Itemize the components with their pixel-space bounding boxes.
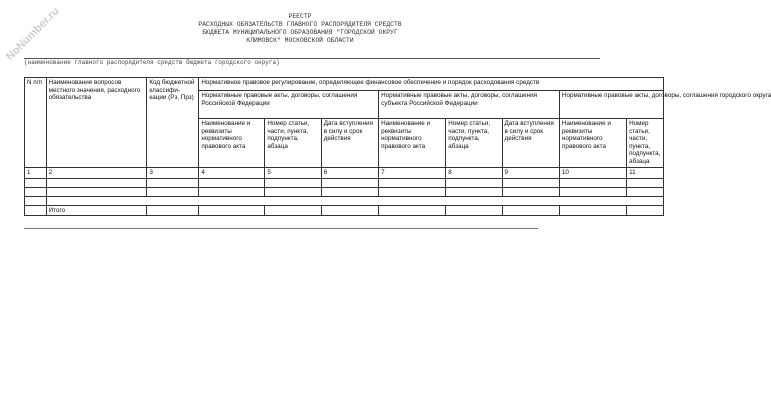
col-number: 6 <box>321 168 378 179</box>
sub-act-name: Наименование и реквизиты нормативного правового акта <box>199 119 265 168</box>
title-line: РАСХОДНЫХ ОБЯЗАТЕЛЬСТВ ГЛАВНОГО РАСПОРЯДИТЕЛЯ СРЕДСТВ <box>198 21 402 28</box>
group-regional: Нормативные правовые акты, договоры, соглашения субъекта Российской Федерации <box>379 91 560 119</box>
col-number: 7 <box>379 168 446 179</box>
total-label: Итого <box>46 205 147 216</box>
title-line: КЛИМОВСК" МОСКОВСКОЙ ОБЛАСТИ <box>246 37 354 44</box>
sub-article: Номер статьи, части, пункта, подпункта, абзаца <box>446 119 502 168</box>
col-number: 2 <box>46 168 147 179</box>
group-federal: Нормативные правовые акты, договоры, соглашения Российской Федерации <box>199 91 379 119</box>
sub-article: Номер статьи, части, пункта, подпункта, абзаца <box>627 119 664 168</box>
header-num: N п/п <box>25 78 47 168</box>
title-line: БЮДЖЕТА МУНИЦИПАЛЬНОГО ОБРАЗОВАНИЯ "ГОРОДСКОЙ ОКРУГ <box>202 29 398 36</box>
total-row <box>25 205 664 216</box>
group-municipal: Нормативные правовые акты, договоры, соглашения городского округа <box>559 91 663 119</box>
col-number: 5 <box>265 168 321 179</box>
table-row <box>25 187 664 196</box>
col-number: 1 <box>25 168 47 179</box>
col-number: 8 <box>446 168 502 179</box>
sub-article: Номер статьи, части, пункта, подпункта, абзаца <box>265 119 321 168</box>
header-regulation: Нормативное правовое регулирование, определяющее финансовое обеспечение и порядок расходования средств <box>199 78 664 91</box>
title-line: РЕЕСТР <box>288 13 312 20</box>
sub-date: Дата вступления в силу и срок действия <box>321 119 378 168</box>
col-number: 9 <box>502 168 559 179</box>
column-numbers-row <box>25 168 664 179</box>
table-row <box>25 178 664 187</box>
col-number: 3 <box>147 168 199 179</box>
signature-line <box>24 228 538 229</box>
document-title <box>0 13 600 45</box>
table-row <box>25 196 664 205</box>
header-code: Код бюджетной классифи-кации (Рз, Прз) <box>147 78 199 168</box>
col-number: 4 <box>199 168 265 179</box>
col-number: 10 <box>559 168 626 179</box>
col-number: 11 <box>627 168 664 179</box>
sub-act-name: Наименование и реквизиты нормативного правового акта <box>559 119 626 168</box>
header-name: Наименование вопросов местного значения, расходного обязательства <box>46 78 147 168</box>
register-table <box>24 77 771 217</box>
watermark: NoNumber.ru <box>3 5 62 63</box>
sub-act-name: Наименование и реквизиты нормативного правового акта <box>379 119 446 168</box>
sub-date: Дата вступления в силу и срок действия <box>502 119 559 168</box>
owner-caption: (наименование главного распорядителя средств бюджета городского округа) <box>24 59 280 66</box>
